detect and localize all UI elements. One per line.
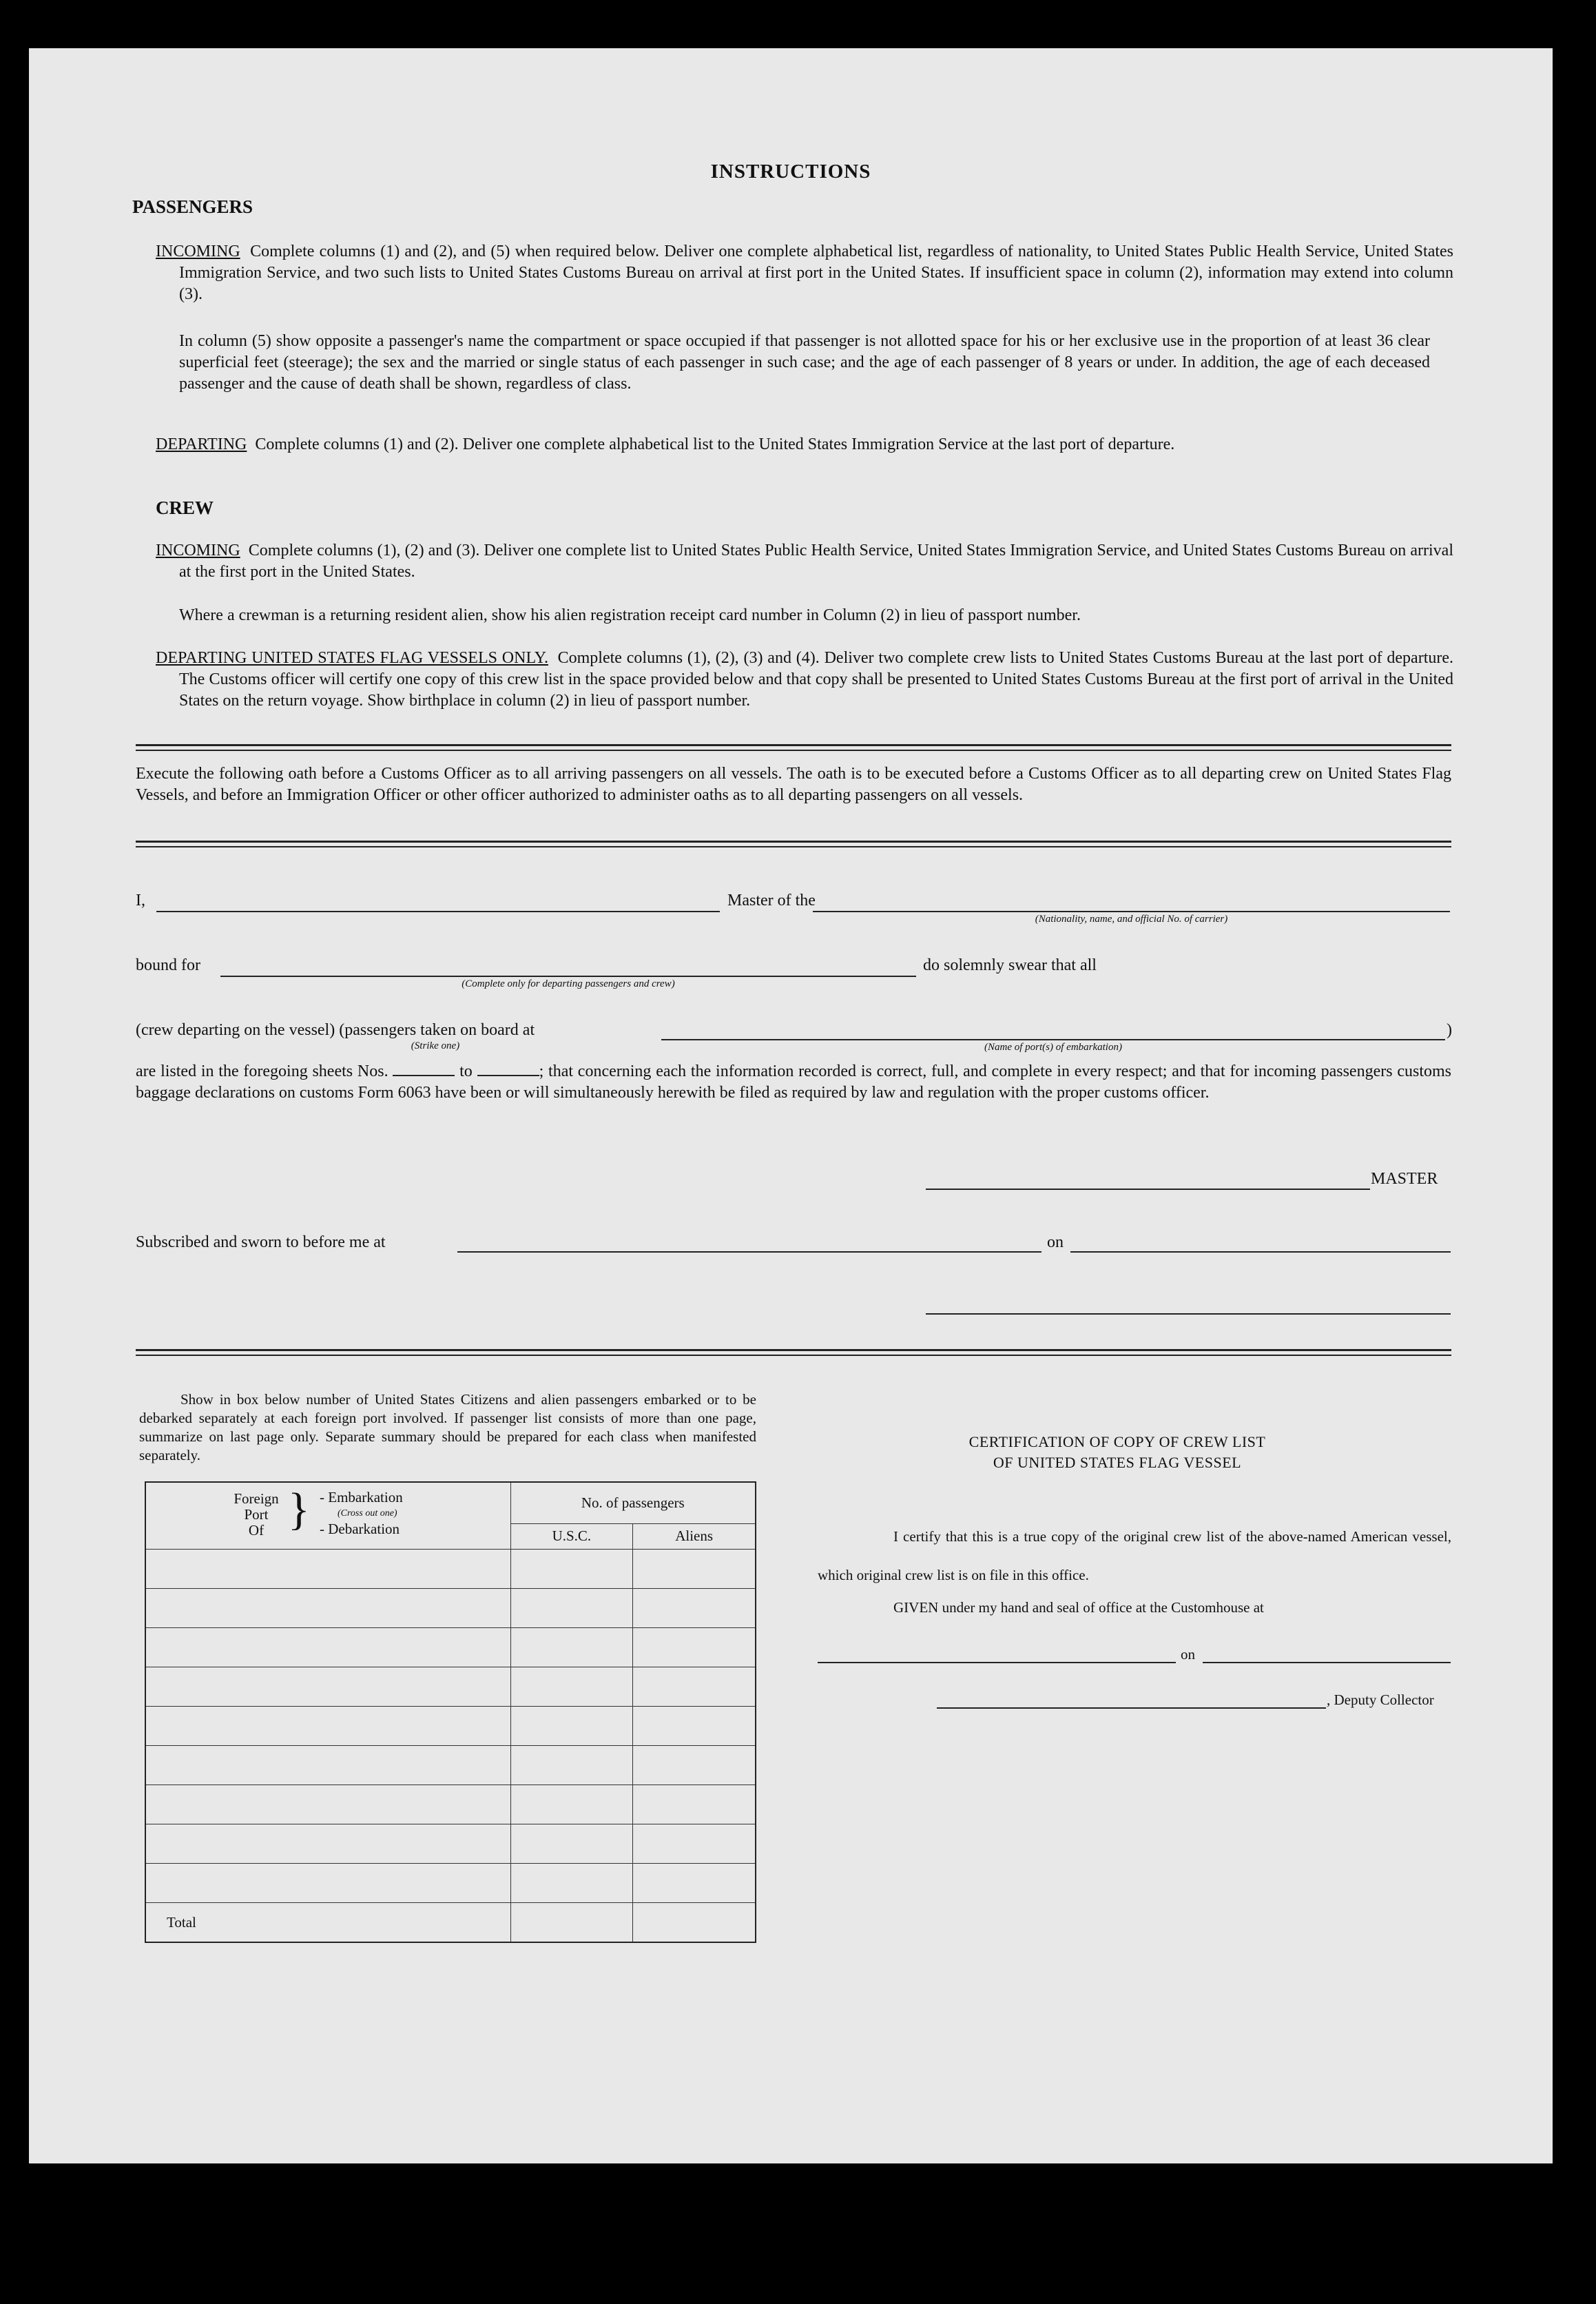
passengers-departing-paragraph	[156, 434, 1453, 455]
cross-out-caption: (Cross out one)	[338, 1508, 397, 1519]
table-row	[145, 1864, 756, 1903]
passengers-column5-paragraph: In column (5) show opposite a passenger's name the compartment or space occupied if that passenger is not allotted space for his or her exclusive use in the proportion of at least 36 clear superficial feet (steerage); the sex and the married or single status of each passenger in such case; and the age of each passenger of 8 years or under. In addition, the age of each deceased passenger and the cause of death shall be shown, regardless of class.	[179, 332, 1430, 393]
debarkation-label: - Debarkation	[320, 1521, 400, 1537]
carrier-field[interactable]	[813, 911, 1450, 912]
passengers-heading: PASSENGERS	[132, 196, 253, 217]
oath-i: I,	[136, 892, 145, 909]
table-row	[145, 1746, 756, 1785]
sheet-from-field[interactable]	[393, 1075, 455, 1076]
no-of-passengers-header: No. of passengers	[510, 1482, 756, 1523]
port-cell[interactable]	[145, 1667, 510, 1707]
foreign-port-of-label	[222, 1491, 291, 1539]
table-row	[145, 1785, 756, 1824]
subscribed-text: Subscribed and sworn to before me at	[136, 1233, 386, 1251]
listed-to: to	[459, 1062, 473, 1080]
aliens-cell[interactable]	[633, 1785, 756, 1824]
usc-cell[interactable]	[510, 1589, 633, 1628]
port-cell[interactable]	[145, 1746, 510, 1785]
crew-departing-label: DEPARTING UNITED STATES FLAG VESSELS ONLY.	[156, 649, 548, 667]
aliens-cell[interactable]	[633, 1550, 756, 1589]
table-row	[145, 1628, 756, 1667]
usc-header: U.S.C.	[510, 1523, 633, 1549]
aliens-cell[interactable]	[633, 1864, 756, 1903]
certification-on: on	[1181, 1646, 1195, 1663]
passengers-incoming-label: INCOMING	[156, 243, 240, 260]
usc-cell[interactable]	[510, 1628, 633, 1667]
crew-incoming-paragraph	[156, 540, 1453, 583]
table-row	[145, 1824, 756, 1864]
master-signature-field[interactable]	[926, 1189, 1370, 1190]
master-name-field[interactable]	[156, 911, 720, 912]
oath-master-of: Master of the	[727, 892, 816, 909]
summary-instructions: Show in box below number of United States Citizens and alien passengers embarked or to be debarked separately at each foreign port involved. If passenger list consists of more than one page, summarize on last page only. Separate summary should be prepared for each class when manifested separately.	[139, 1391, 756, 1463]
of-word: Of	[248, 1522, 265, 1539]
aliens-cell[interactable]	[633, 1746, 756, 1785]
listed-post-text: ; that concerning each the information recorded is correct, full, and complete in every respect; and that for incoming passengers customs baggage declarations on customs Form 6063 have been or will simultaneously herewith be filed as required by law and regulation with the proper customs officer.	[136, 1062, 1451, 1102]
usc-cell[interactable]	[510, 1667, 633, 1707]
crew-departing-paragraph	[156, 648, 1453, 712]
certify-text: I certify that this is a true copy of the original crew list of the above-named American vessel, which original crew list is on file in this office.	[818, 1528, 1451, 1583]
table-row	[145, 1667, 756, 1707]
port-header-cell	[145, 1482, 510, 1550]
customhouse-field[interactable]	[818, 1662, 1176, 1663]
crew-incoming-text: Complete columns (1), (2) and (3). Deliver one complete list to United States Public Health Service, United States Immigration Service, and United States Customs Bureau on arrival at the first port in the United States.	[179, 542, 1453, 581]
port-cell[interactable]	[145, 1707, 510, 1746]
oath-listed-paragraph	[136, 1061, 1451, 1104]
certification-heading	[807, 1432, 1427, 1473]
passenger-summary-table	[145, 1481, 756, 1943]
certification-heading-line1: CERTIFICATION OF COPY OF CREW LIST	[968, 1433, 1266, 1450]
aliens-cell[interactable]	[633, 1667, 756, 1707]
crew-heading: CREW	[156, 497, 214, 518]
port-word: Port	[244, 1506, 269, 1523]
bound-for-field[interactable]	[220, 976, 916, 977]
port-of-embarkation-field[interactable]	[661, 1039, 1445, 1040]
oath-intro: Execute the following oath before a Customs Officer as to all arriving passengers on all vessels. The oath is to be executed before a Customs Officer as to all departing crew on United States Flag Vessels, and before an Immigration Officer or other officer authorized to administer oaths as to all departing passengers on all vessels.	[136, 765, 1451, 804]
crew-departing-text: Complete columns (1), (2), (3) and (4). Deliver two complete crew lists to United States Customs Bureau at the last port of departure. The Customs officer will certify one copy of this crew list in the space provided below and that copy shall be presented to United States Customs Bureau at the first port of arrival in the United States on the return voyage. Show birthplace in column (2) in lieu of passport number.	[179, 649, 1454, 710]
form-page	[29, 48, 1553, 2163]
passengers-departing-label: DEPARTING	[156, 435, 247, 453]
usc-cell[interactable]	[510, 1824, 633, 1864]
section-divider	[136, 750, 1451, 751]
usc-total-cell[interactable]	[510, 1903, 633, 1943]
oath-crew-passengers: (crew departing on the vessel) (passengers taken on board at	[136, 1021, 535, 1039]
aliens-cell[interactable]	[633, 1589, 756, 1628]
section-divider	[136, 1355, 1451, 1356]
usc-cell[interactable]	[510, 1550, 633, 1589]
given-text: GIVEN under my hand and seal of office at the Customhouse at	[893, 1599, 1264, 1616]
embarkation-label: - Embarkation	[320, 1489, 403, 1505]
page-title: INSTRUCTIONS	[710, 161, 871, 183]
oath-swear: do solemnly swear that all	[923, 956, 1097, 974]
deputy-collector-label: , Deputy Collector	[1327, 1691, 1434, 1708]
foreign-word: Foreign	[234, 1490, 279, 1507]
sworn-on: on	[1047, 1233, 1064, 1251]
bound-caption: (Complete only for departing passengers and crew)	[462, 978, 675, 989]
port-cell[interactable]	[145, 1785, 510, 1824]
usc-cell[interactable]	[510, 1707, 633, 1746]
sheet-to-field[interactable]	[477, 1075, 539, 1076]
table-row	[145, 1589, 756, 1628]
brace-glyph: }	[288, 1484, 310, 1534]
section-divider	[136, 841, 1451, 843]
listed-pre-text: are listed in the foregoing sheets Nos.	[136, 1062, 388, 1080]
total-row	[145, 1903, 756, 1943]
master-label: MASTER	[1371, 1170, 1438, 1188]
port-cell[interactable]	[145, 1864, 510, 1903]
port-cell[interactable]	[145, 1589, 510, 1628]
table-row	[145, 1707, 756, 1746]
port-cell[interactable]	[145, 1550, 510, 1589]
officer-signature-field[interactable]	[926, 1313, 1451, 1315]
section-divider	[136, 846, 1451, 847]
section-divider	[136, 744, 1451, 746]
sworn-date-field[interactable]	[1070, 1251, 1451, 1253]
aliens-cell[interactable]	[633, 1628, 756, 1667]
crew-alien-paragraph: Where a crewman is a returning resident alien, show his alien registration receipt card number in Column (2) in lieu of passport number.	[179, 606, 1081, 624]
aliens-total-cell[interactable]	[633, 1903, 756, 1943]
aliens-cell[interactable]	[633, 1707, 756, 1746]
sworn-place-field[interactable]	[457, 1251, 1041, 1253]
passengers-incoming-paragraph	[156, 241, 1453, 305]
aliens-header: Aliens	[633, 1523, 756, 1549]
passengers-departing-text: Complete columns (1) and (2). Deliver one complete alphabetical list to the United States Immigration Service at the last port of departure.	[255, 435, 1175, 453]
usc-cell[interactable]	[510, 1864, 633, 1903]
usc-cell[interactable]	[510, 1746, 633, 1785]
total-label: Total	[145, 1903, 510, 1943]
strike-one-caption: (Strike one)	[411, 1040, 460, 1051]
crew-incoming-label: INCOMING	[156, 542, 240, 559]
passengers-incoming-text: Complete columns (1) and (2), and (5) when required below. Deliver one complete alphabetical list, regardless of nationality, to United States Public Health Service, United States Immigration Service, and two such lists to United States Customs Bureau on arrival at first port in the United States. If insufficient space in column (2), information may extend into column (3).	[179, 243, 1454, 303]
deputy-signature-field[interactable]	[937, 1707, 1326, 1709]
close-paren: )	[1447, 1021, 1452, 1039]
port-cell[interactable]	[145, 1628, 510, 1667]
port-caption: (Name of port(s) of embarkation)	[984, 1042, 1122, 1053]
certification-date-field[interactable]	[1203, 1662, 1451, 1663]
table-row	[145, 1550, 756, 1589]
nationality-caption: (Nationality, name, and official No. of carrier)	[1035, 914, 1228, 925]
aliens-cell[interactable]	[633, 1824, 756, 1864]
section-divider	[136, 1349, 1451, 1351]
oath-bound-for: bound for	[136, 956, 200, 974]
usc-cell[interactable]	[510, 1785, 633, 1824]
certification-heading-line2: OF UNITED STATES FLAG VESSEL	[993, 1454, 1242, 1471]
embarkation-options	[320, 1490, 403, 1537]
port-cell[interactable]	[145, 1824, 510, 1864]
